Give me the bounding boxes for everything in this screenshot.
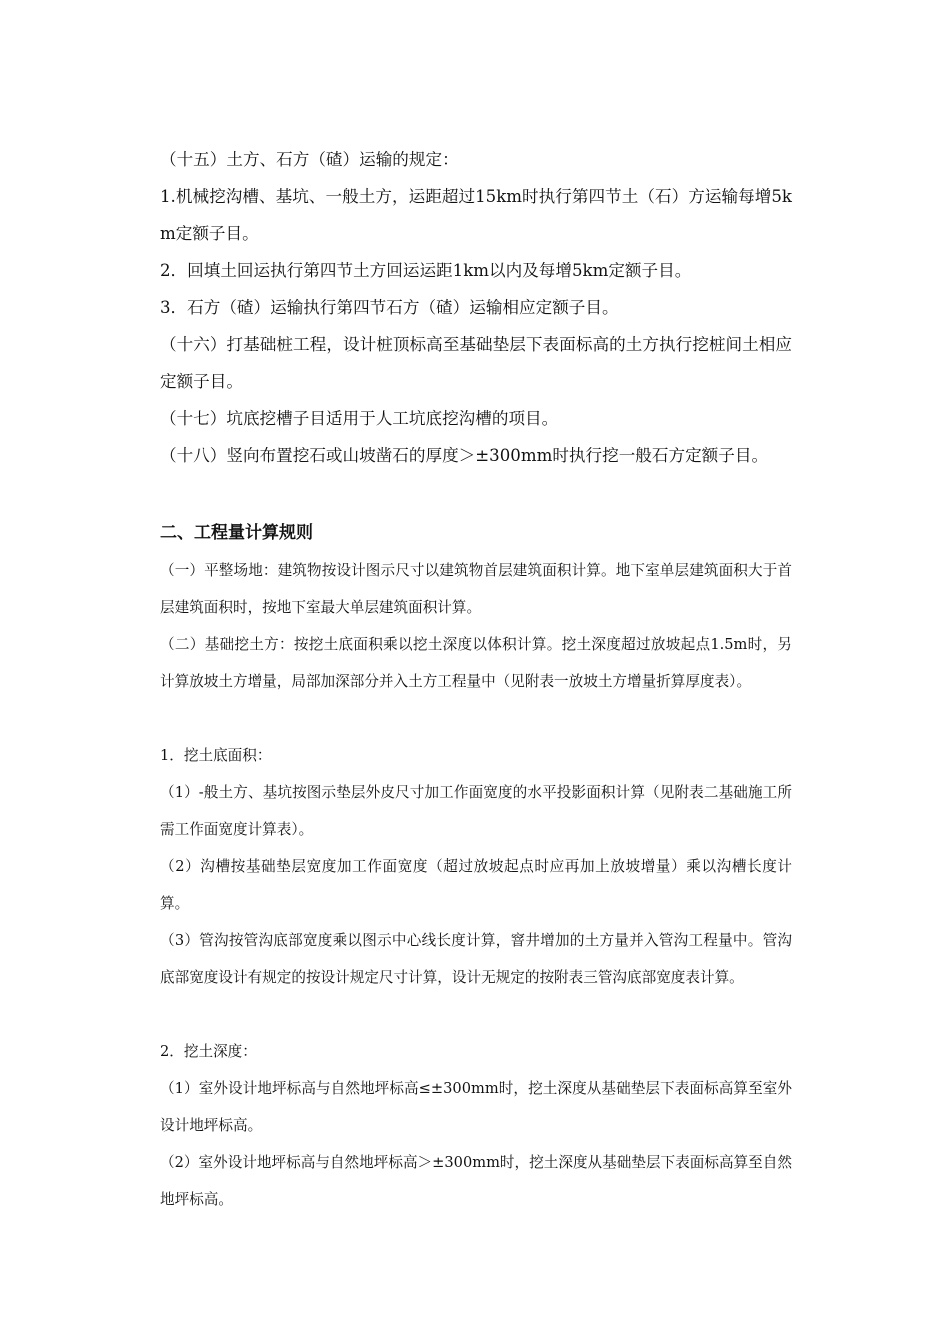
- paragraph-17: （十七）坑底挖槽子目适用于人工坑底挖沟槽的项目。: [160, 409, 559, 428]
- rule-2-foundation-excavation: （二）基础挖土方：按挖土底面积乘以挖土深度以体积计算。挖土深度超过放坡起点1.5m时，另计算放坡土方增量，局部加深部分并入土方工程量中（见附表一放坡土方增量折算厚度表）。: [160, 636, 792, 690]
- paragraph-18: （十八）竖向布置挖石或山坡凿石的厚度＞±300mm时执行挖一般石方定额子目。: [160, 446, 769, 465]
- rule-2-item-1-2: （2）沟槽按基础垫层宽度加工作面宽度（超过放坡起点时应再加上放坡增量）乘以沟槽长度计算。: [160, 858, 792, 912]
- paragraph-15-item-1: 1.机械挖沟槽、基坑、一般土方，运距超过15km时执行第四节土（石）方运输每增5km定额子目。: [160, 187, 792, 243]
- paragraph-15-item-2: 2．回填土回运执行第四节土方回运运距1km以内及每增5km定额子目。: [160, 261, 692, 280]
- rule-2-item-1-1: （1）-般土方、基坑按图示垫层外皮尺寸加工作面宽度的水平投影面积计算（见附表二基础施工所需工作面宽度计算表）。: [160, 784, 792, 838]
- section-heading: 二、工程量计算规则: [160, 523, 313, 543]
- rule-1-site-leveling: （一）平整场地：建筑物按设计图示尺寸以建筑物首层建筑面积计算。地下室单层建筑面积大于首层建筑面积时，按地下室最大单层建筑面积计算。: [160, 562, 792, 616]
- rule-2-item-1-heading: 1．挖土底面积：: [160, 747, 272, 764]
- paragraph-15-item-3: 3．石方（碴）运输执行第四节石方（碴）运输相应定额子目。: [160, 298, 619, 317]
- rule-2-item-1-3: （3）管沟按管沟底部宽度乘以图示中心线长度计算，窨井增加的土方量并入管沟工程量中。管沟底部宽度设计有规定的按设计规定尺寸计算，设计无规定的按附表三管沟底部宽度表计算。: [160, 932, 792, 986]
- rule-2-item-2-heading: 2．挖土深度：: [160, 1043, 257, 1060]
- paragraph-16: （十六）打基础桩工程，设计桩顶标高至基础垫层下表面标高的土方执行挖桩间土相应定额子目。: [160, 335, 792, 391]
- rule-2-item-2-2: （2）室外设计地坪标高与自然地坪标高＞±300mm时，挖土深度从基础垫层下表面标高算至自然地坪标高。: [160, 1154, 792, 1208]
- rule-2-item-2-1: （1）室外设计地坪标高与自然地坪标高≤±300mm时，挖土深度从基础垫层下表面标高算至室外设计地坪标高。: [160, 1080, 792, 1134]
- paragraph-15: （十五）土方、石方（碴）运输的规定：: [160, 150, 459, 169]
